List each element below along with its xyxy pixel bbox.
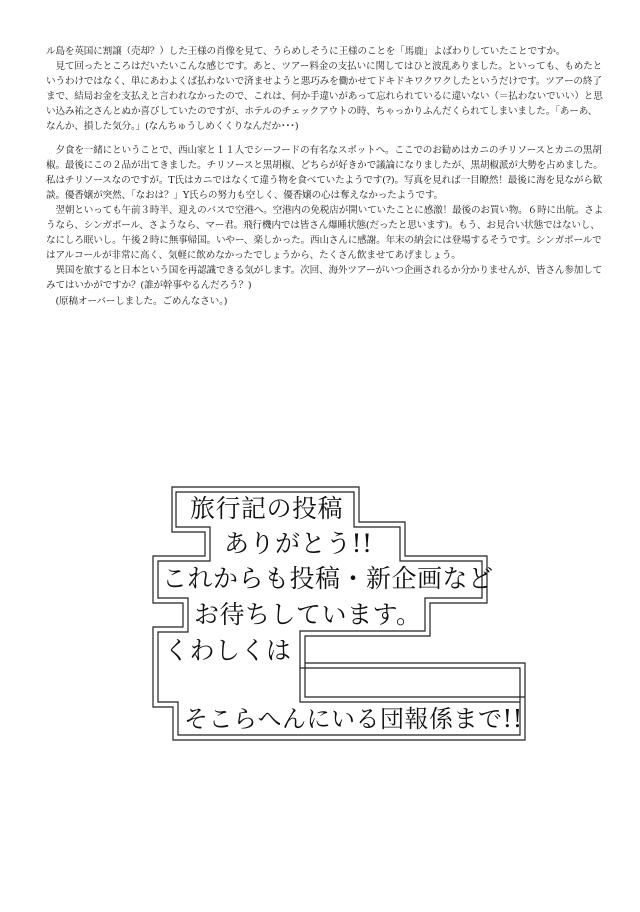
notice-line-4: お待ちしています。 bbox=[194, 600, 422, 629]
notice-line-5: くわしくは bbox=[164, 636, 292, 665]
notice-line-1: 旅行記の投稿 bbox=[190, 494, 344, 523]
article-paragraph-4: 翌朝といっても午前３時半、迎えのバスで空港へ。空港内の免税店が開いていたことに感激！最後のお買い物。６時に出航。さようなら、シンガポール、さようなら、マー君。飛行機内では皆さん爆睡状態(だったと思います)。もう、お見合い状態ではないし、なにしろ眠いし。午後２時に無事帰国。いやー、楽しかった。西山さんに感謝。年末の納会には登場するそうです。シンガポールではアルコールが非常に高く、気軽に飲めなかったでしょうから、たくさん飲ませてあげましょう。 bbox=[46, 204, 604, 262]
notice-line-2: ありがとう!! bbox=[224, 529, 373, 558]
article-paragraph-5: 異国を旅すると日本という国を再認識できる気がします。次回、海外ツアーがいつ企画されるか分かりませんが、皆さん参加してみてはいかがですか？(誰が幹事やるんだろう？) bbox=[46, 265, 603, 292]
notice-line-6: そこらへんにいる団報係まで!! bbox=[184, 705, 523, 733]
article-paragraph-2: 見て回ったところはだいたいこんな感じです。あと、ツアー料金の支払いに関してはひと波乱ありました。といっても、もめたというわけではなく、単にあわよくば払わないで済ませようと悪巧みを働かせてドキドキワクワクしたというだけです。ツアーの終了まで、結局お金を支払えと言われなかったので、これは、何か手違いがあって忘れられているに違いない（＝払わないでいい）と思い込み祐之さんとぬか喜びしていたのですが、ホテルのチェックアウトの時、ちゃっかりふんだくられてしまいました。「あーあ、なんか、損した気分。」(なんちゅうしめくくりなんだか･･･) bbox=[46, 61, 603, 133]
article-paragraph-1: ル島を英国に割譲（売却？）した王様の肖像を見て、うらめしそうに王様のことを「馬鹿」よばわりしていたことですか。 bbox=[46, 46, 566, 57]
article-paragraph-3: 夕食を一緒にということで、西山家と１１人でシーフードの有名なスポットへ。ここでのお勧めはカニのチリソースとカニの黒胡椒。最後にこの２品が出てきました。チリソースと黒胡椒、どちらが好きかで議論になりましたが、黒胡椒派が大勢を占めました。私はチリソースなのですが。T氏はカニではなくて違う物を食べていたようです(?)。写真を見れば一目瞭然！最後に海を見ながら歓談。優香嬢が突然、「なおは？」Y氏らの努力も空しく、優香嬢の心は奪えなかったようです。 bbox=[46, 144, 603, 201]
article-paragraph-6: (原稿オーバーしました。ごめんなさい。) bbox=[46, 295, 228, 307]
notice-line-3: これからも投稿・新企画など bbox=[162, 564, 494, 593]
